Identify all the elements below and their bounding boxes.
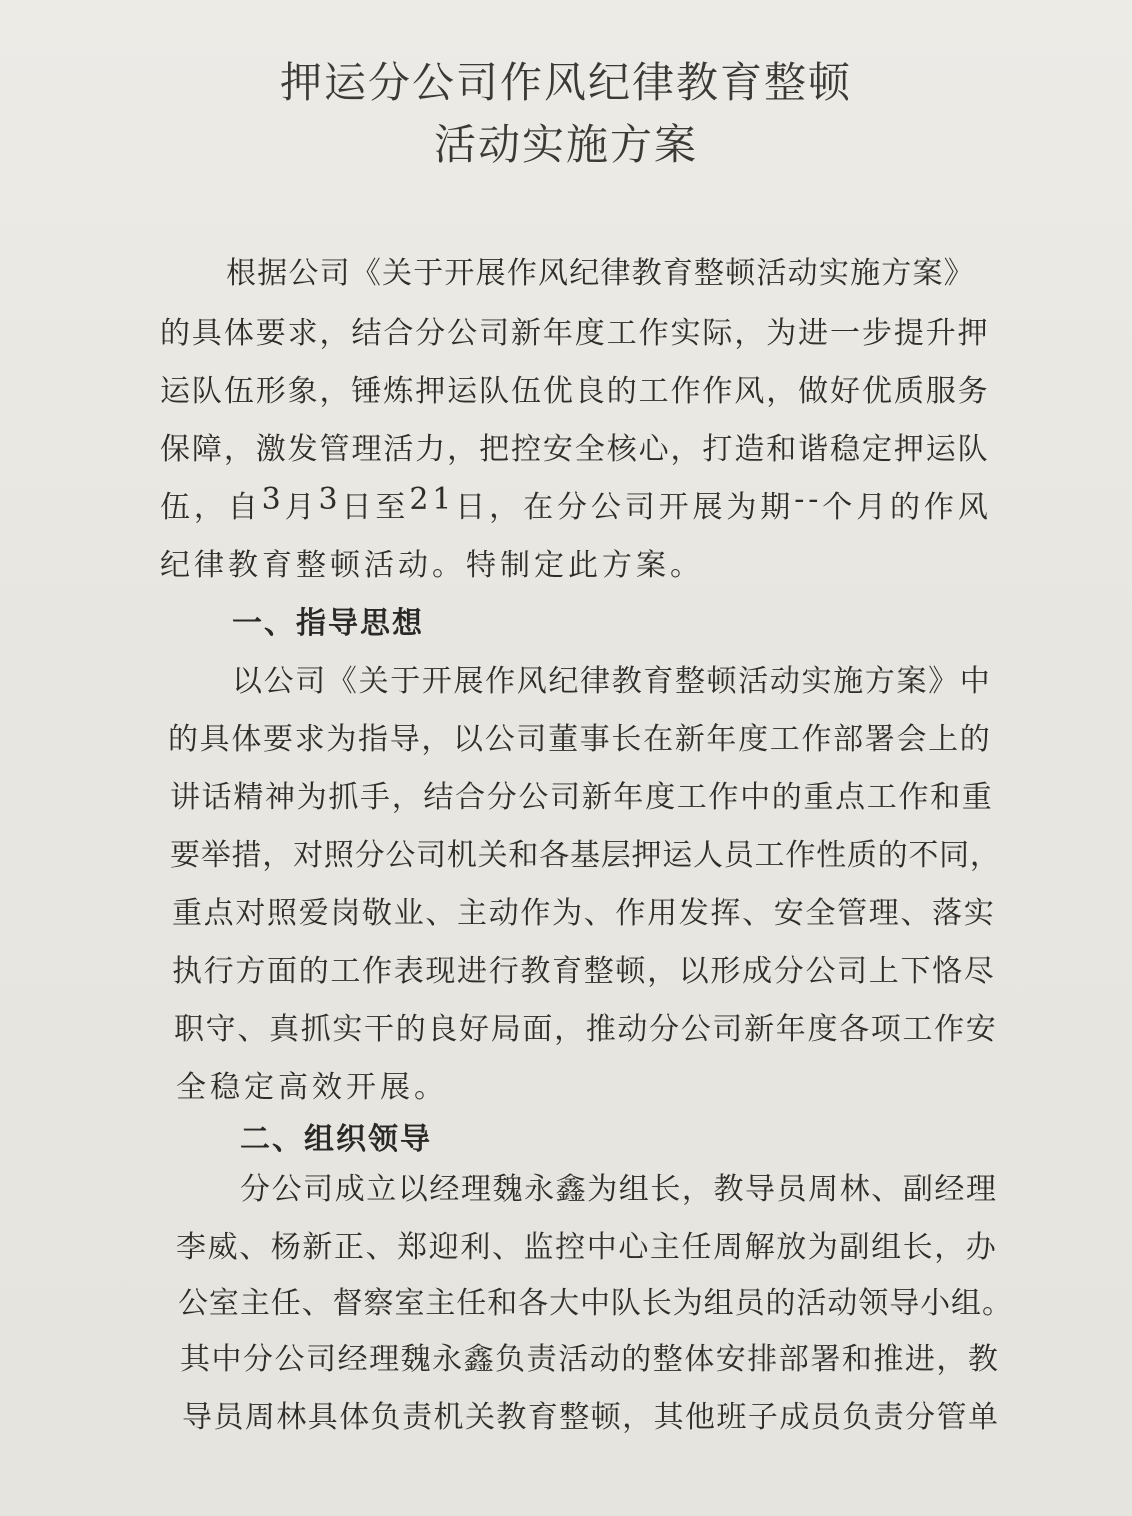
paragraph-2-line: 全稳定高效开展。 (176, 1070, 448, 1105)
paragraph-1-line: 纪律教育整顿活动。特制定此方案。 (160, 548, 704, 583)
paragraph-1-line: 根 据 公 司 《 关 于 开 展 作 风 纪 律 教 育 整 顿 活 动 实 施 方 案 》 (226, 256, 974, 291)
paragraph-2-line: 职 守 、 真 抓 实 干 的 良 好 局 面 ， 推 动 分 公 司 新 年 度 各 项 工 作 安 (174, 1012, 996, 1047)
paragraph-1-line: 运 队 伍 形 象 ， 锤 炼 押 运 队 伍 优 良 的 工 作 作 风 ， 做 好 优 质 服 务 (160, 374, 988, 409)
section-heading-2: 二、组织领导 (240, 1122, 432, 1157)
paragraph-2-line: 重 点 对 照 爱 岗 敬 业 、 主 动 作 为 、 作 用 发 挥 、 安 全 管 理 、 落 实 (172, 896, 994, 931)
paragraph-3-line: 导 员 周 林 具 体 负 责 机 关 教 育 整 顿 ， 其 他 班 子 成 员 负 责 分 管 单 (182, 1400, 998, 1435)
paragraph-1-line: 伍 ， 自 3 月 3 日 至 2 1 日 ， 在 分 公 司 开 展 为 期 - - 个 月 的 作 风 (160, 482, 988, 525)
paragraph-2-line: 要 举 措 ， 对 照 分 公 司 机 关 和 各 基 层 押 运 人 员 工 作 性 质 的 不 同 ， (170, 838, 1000, 873)
paragraph-3-line: 李 威 、 杨 新 正 、 郑 迎 利 、 监 控 中 心 主 任 周 解 放 为 副 组 长 ， 办 (176, 1230, 996, 1265)
paragraph-3-line: 分 公 司 成 立 以 经 理 魏 永 鑫 为 组 长 ， 教 导 员 周 林 、 副 经 理 (240, 1172, 996, 1207)
paragraph-1-line: 保 障 ， 激 发 管 理 活 力 ， 把 控 安 全 核 心 ， 打 造 和 谐 稳 定 押 运 队 (160, 432, 988, 467)
document-title-line-2: 活动实施方案 (433, 120, 698, 169)
document-title-line-1: 押运分公司作风纪律教育整顿 (279, 58, 852, 107)
paragraph-2-line: 执 行 方 面 的 工 作 表 现 进 行 教 育 整 顿 ， 以 形 成 分 公 司 上 下 恪 尽 (172, 954, 994, 989)
paragraph-1-line: 的 具 体 要 求 ， 结 合 分 公 司 新 年 度 工 作 实 际 ， 为 进 一 步 提 升 押 (160, 316, 988, 351)
paragraph-2-line: 以 公 司 《 关 于 开 展 作 风 纪 律 教 育 整 顿 活 动 实 施 方 案 》 中 (232, 664, 990, 699)
paragraph-3-line: 其 中 分 公 司 经 理 魏 永 鑫 负 责 活 动 的 整 体 安 排 部 署 和 推 进 ， 教 (180, 1342, 998, 1377)
section-heading-1: 一、指导思想 (232, 606, 424, 641)
paragraph-2-line: 讲 话 精 神 为 抓 手 ， 结 合 分 公 司 新 年 度 工 作 中 的 重 点 工 作 和 重 (170, 780, 992, 815)
paragraph-2-line: 的 具 体 要 求 为 指 导 ， 以 公 司 董 事 长 在 新 年 度 工 作 部 署 会 上 的 (168, 722, 990, 757)
paragraph-3-line: 公 室 主 任 、 督 察 室 主 任 和 各 大 中 队 长 为 组 员 的 活 动 领 导 小 组 。 (178, 1286, 1012, 1321)
